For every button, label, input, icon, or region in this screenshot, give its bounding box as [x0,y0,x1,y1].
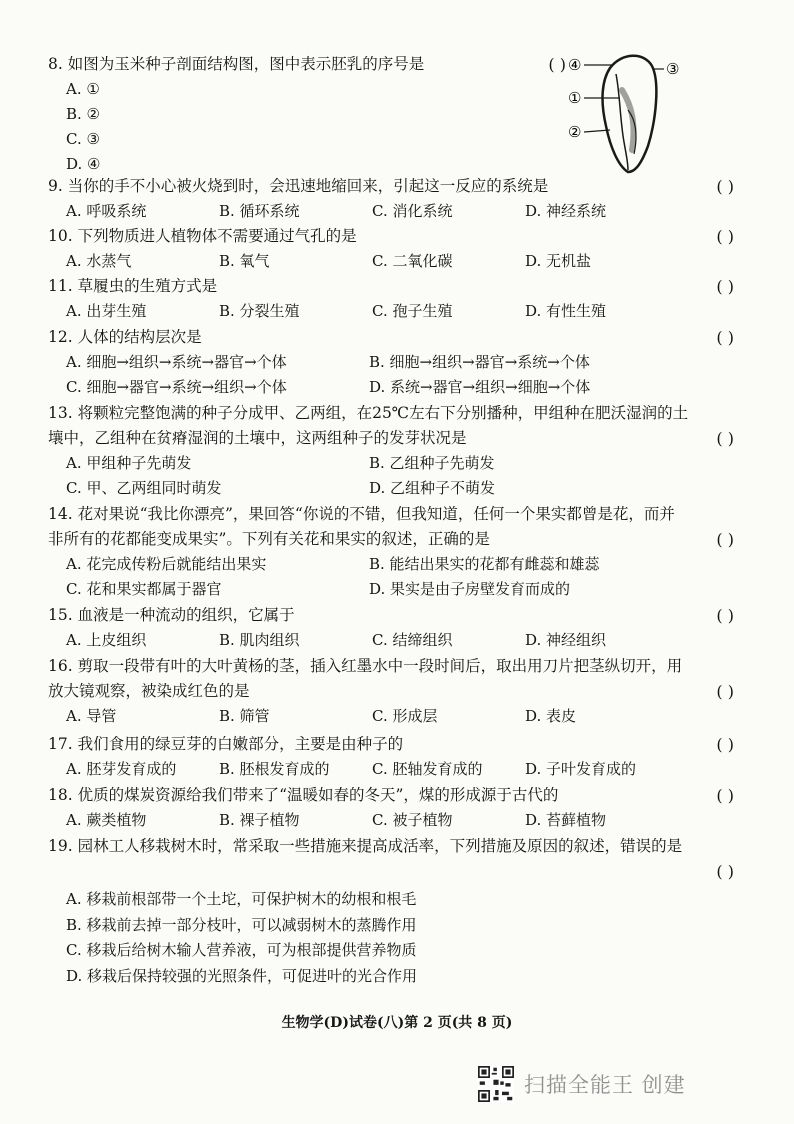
option-a: A. 胚芽发育成的 [66,760,177,778]
question-stem: 17. 我们食用的绿豆芽的白嫩部分，主要是由种子的 [48,735,404,753]
question-stem-cont: 非所有的花都能变成果实”。下列有关花和果实的叙述，正确的是 [48,530,490,548]
option-c: C. 结缔组织 [372,631,453,649]
answer-paren: ( ) [716,277,734,296]
option-c: C. ③ [66,130,100,148]
qr-code-icon [478,1066,514,1102]
label-3: ③ [666,60,680,78]
option-c: C. 消化系统 [372,202,453,220]
question-stem: 9. 当你的手不小心被火烧到时，会迅速地缩回来，引起这一反应的系统是 [48,177,549,195]
question-stem: 12. 人体的结构层次是 [48,328,202,346]
label-1: ① [568,89,582,107]
question-14 [48,502,734,602]
option-b: B. ② [66,105,101,123]
option-d: D. 苔藓植物 [525,811,607,829]
question-15 [48,603,734,653]
option-c: C. 胚轴发育成的 [372,760,483,778]
question-10 [48,224,734,274]
answer-paren: ( ) [716,177,734,196]
option-a: A. 出芽生殖 [66,302,147,320]
option-b: B. 细胞→组织→器官→系统→个体 [369,353,590,371]
option-b: B. 肌肉组织 [219,631,300,649]
option-b: B. 循环系统 [219,202,300,220]
option-d: D. 表皮 [525,707,577,725]
option-a: A. 水蒸气 [66,252,132,270]
option-a: A. 蕨类植物 [66,811,147,829]
question-13 [48,401,734,501]
watermark-text: 扫描全能王 创建 [524,1073,686,1097]
answer-paren: ( ) [716,530,734,549]
answer-paren: ( ) [716,786,734,805]
option-b: B. 分裂生殖 [219,302,300,320]
option-a: A. 移栽前根部带一个土坨，可保护树木的幼根和根毛 [66,890,417,908]
option-b: B. 乙组种子先萌发 [369,454,495,472]
answer-paren: ( ) [716,682,734,701]
option-a: A. 细胞→组织→系统→器官→个体 [66,353,287,371]
option-d: D. ④ [66,155,101,173]
option-d: D. 有性生殖 [525,302,607,320]
question-stem: 11. 草履虫的生殖方式是 [48,277,218,295]
question-stem: 15. 血液是一种流动的组织，它属于 [48,606,295,624]
option-b: B. 胚根发育成的 [219,760,330,778]
option-c: C. 形成层 [372,707,438,725]
label-4: ④ [568,56,582,74]
question-12 [48,325,734,400]
option-a: A. 导管 [66,707,117,725]
question-stem: 14. 花对果说“我比你漂亮”，果回答“你说的不错，但我知道，任何一个果实都曾是花，而并 [48,505,675,523]
question-stem: 16. 剪取一段带有叶的大叶黄杨的茎，插入红墨水中一段时间后，取出用刀片把茎纵切开，用 [48,657,683,675]
question-17 [48,732,734,782]
answer-paren: ( ) [716,429,734,448]
scanner-watermark [478,1066,686,1102]
option-d: D. 移栽后保持较强的光照条件，可促进叶的光合作用 [66,966,418,985]
option-b: B. 氧气 [219,252,270,270]
question-11 [48,274,734,324]
answer-paren: ( ) [716,735,734,754]
option-c: C. 细胞→器官→系统→组织→个体 [66,378,287,396]
option-c: C. 甲、乙两组同时萌发 [66,479,222,497]
option-c: C. 被子植物 [372,811,453,829]
option-a: A. 花完成传粉后就能结出果实 [66,555,267,573]
option-b: B. 移栽前去掉一部分枝叶，可以减弱树木的蒸腾作用 [66,915,417,934]
question-stem: 10. 下列物质进人植物体不需要通过气孔的是 [48,227,357,245]
option-b: B. 裸子植物 [219,811,300,829]
answer-paren: ( ) [716,227,734,246]
option-d: D. 系统→器官→组织→细胞→个体 [369,378,591,396]
answer-paren: ( ) [548,55,566,74]
option-b: B. 筛管 [219,707,270,725]
question-9 [48,174,734,224]
option-c: C. 二氧化碳 [372,252,453,270]
answer-paren: ( ) [716,328,734,347]
question-stem-cont: 放大镜观察，被染成红色的是 [48,682,250,700]
option-d: D. 神经组织 [525,631,607,649]
option-a: A. 甲组种子先萌发 [66,454,192,472]
corn-seed-figure [566,50,686,175]
question-stem: 8. 如图为玉米种子剖面结构图，图中表示胚乳的序号是 [48,55,425,73]
option-d: D. 果实是由子房壁发育而成的 [369,580,571,598]
question-stem-cont: 壤中，乙组种在贫瘠湿润的土壤中，这两组种子的发芽状况是 [48,429,467,447]
option-a: A. 呼吸系统 [66,202,147,220]
label-2: ② [568,123,582,141]
option-d: D. 神经系统 [525,202,607,220]
question-16 [48,654,734,729]
answer-paren: ( ) [716,606,734,625]
option-c: C. 花和果实都属于器官 [66,580,222,598]
question-stem: 19. 园林工人移栽树木时，常采取一些措施来提高成活率，下列措施及原因的叙述，错误的是 [48,837,683,855]
option-d: D. 子叶发育成的 [525,760,637,778]
option-c: C. 孢子生殖 [372,302,453,320]
question-18 [48,783,734,833]
question-19 [48,834,734,989]
option-a: A. ① [66,80,100,98]
option-a: A. 上皮组织 [66,631,147,649]
question-stem: 18. 优质的煤炭资源给我们带来了“温暖如春的冬天”，煤的形成源于古代的 [48,786,559,804]
answer-paren: ( ) [716,862,734,881]
option-d: D. 乙组种子不萌发 [369,479,496,497]
page-footer: 生物学(D)试卷(八)第 2 页(共 8 页) [281,1015,513,1031]
option-c: C. 移栽后给树木输人营养液，可为根部提供营养物质 [66,941,417,959]
question-stem: 13. 将颗粒完整饱满的种子分成甲、乙两组，在25℃左右下分别播种，甲组种在肥沃湿润的土 [48,404,689,422]
option-d: D. 无机盐 [525,252,592,270]
option-b: B. 能结出果实的花都有雌蕊和雄蕊 [369,555,600,573]
